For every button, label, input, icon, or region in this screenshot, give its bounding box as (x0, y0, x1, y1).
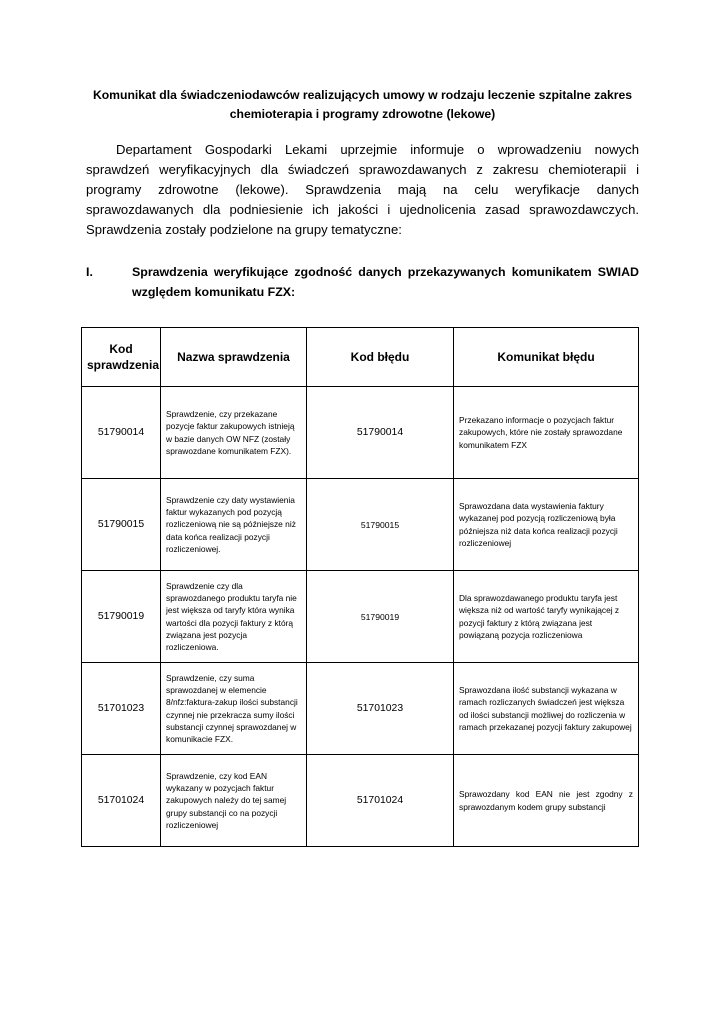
section-title: Sprawdzenia weryfikujące zgodność danych przekazywanych komunikatem SWIAD względem komunikatu FZX: (132, 265, 639, 299)
check-name-cell: Sprawdzenie czy dla sprawozdanego produktu taryfa nie jest większa od taryfy która wynika wartości dla pozycji faktury z którą związana jest pozycja rozliczeniowa. (161, 571, 307, 663)
intro-paragraph: Departament Gospodarki Lekami uprzejmie informuje o wprowadzeniu nowych sprawdzeń weryfikacyjnych dla świadczeń sprawozdawanych z zakresu chemioterapii i programy zdrowotne (lekowe). Sprawdzenia mają na celu weryfikacje danych sprawozdawanych dla podniesienie ich jakości i ujednolicenia zasad sprawozdawczych. Sprawdzenia zostały podzielone na grupy tematyczne: (86, 142, 639, 237)
error-message-cell: Przekazano informacje o pozycjach faktur zakupowych, które nie zostały sprawozdane komunikatem FZX (454, 387, 639, 479)
table-row (82, 663, 639, 755)
check-code-cell: 51701024 (82, 755, 161, 847)
check-name-cell: Sprawdzenie czy daty wystawienia faktur wykazanych pod pozycją rozliczeniową nie są późniejsze niż data końca realizacji pozycji rozliczeniowej. (161, 479, 307, 571)
error-code-cell: 51701024 (307, 755, 454, 847)
error-message-cell: Sprawozdana ilość substancji wykazana w ramach rozliczanych świadczeń jest większa od ilości substancji możliwej do rozliczenia w ramach przekazanej pozycji faktury zakupowej (454, 663, 639, 755)
section-heading (86, 262, 639, 302)
table-row (82, 571, 639, 663)
error-code-cell: 51790014 (307, 387, 454, 479)
error-code-cell: 51701023 (307, 663, 454, 755)
header-check-code: Kod sprawdzenia (82, 328, 161, 387)
check-code-cell: 51790015 (82, 479, 161, 571)
document-title: Komunikat dla świadczeniodawców realizujących umowy w rodzaju leczenie szpitalne zakres chemioterapia i programy zdrowotne (lekowe) (92, 88, 633, 121)
table-header-row (82, 328, 639, 387)
section-number: I. (86, 265, 93, 279)
check-code-cell: 51701023 (82, 663, 161, 755)
header-error-code: Kod błędu (307, 328, 454, 387)
check-code-cell: 51790019 (82, 571, 161, 663)
error-code-cell: 51790015 (307, 479, 454, 571)
error-message-cell: Sprawozdany kod EAN nie jest zgodny z sprawozdanym kodem grupy substancji (454, 755, 639, 847)
error-code-cell: 51790019 (307, 571, 454, 663)
error-message-cell: Dla sprawozdawanego produktu taryfa jest większa niż od wartość taryfy wynikającej z pozycji faktury z którą związana jest powiązaną pozycja rozliczeniowa (454, 571, 639, 663)
checks-table (81, 327, 639, 847)
check-code-cell: 51790014 (82, 387, 161, 479)
check-name-cell: Sprawdzenie, czy kod EAN wykazany w pozycjach faktur zakupowych należy do tej samej grupy substancji co na pozycji rozliczeniowej (161, 755, 307, 847)
table-row (82, 387, 639, 479)
table-row (82, 755, 639, 847)
check-name-cell: Sprawdzenie, czy suma sprawozdanej w elemencie 8/nfz:faktura-zakup ilości substancji czynnej nie przekracza sumy ilości substancji czynnej sprawozdanej w komunikacie FZX. (161, 663, 307, 755)
error-message-cell: Sprawozdana data wystawienia faktury wykazanej pod pozycją rozliczeniową była późniejsza niż data końca realizacji pozycji rozliczeniowej (454, 479, 639, 571)
header-error-message: Komunikat błędu (454, 328, 639, 387)
header-check-name: Nazwa sprawdzenia (161, 328, 307, 387)
check-name-cell: Sprawdzenie, czy przekazane pozycje faktur zakupowych istnieją w bazie danych OW NFZ (zostały sprawozdane komunikatem FZX). (161, 387, 307, 479)
table-row (82, 479, 639, 571)
